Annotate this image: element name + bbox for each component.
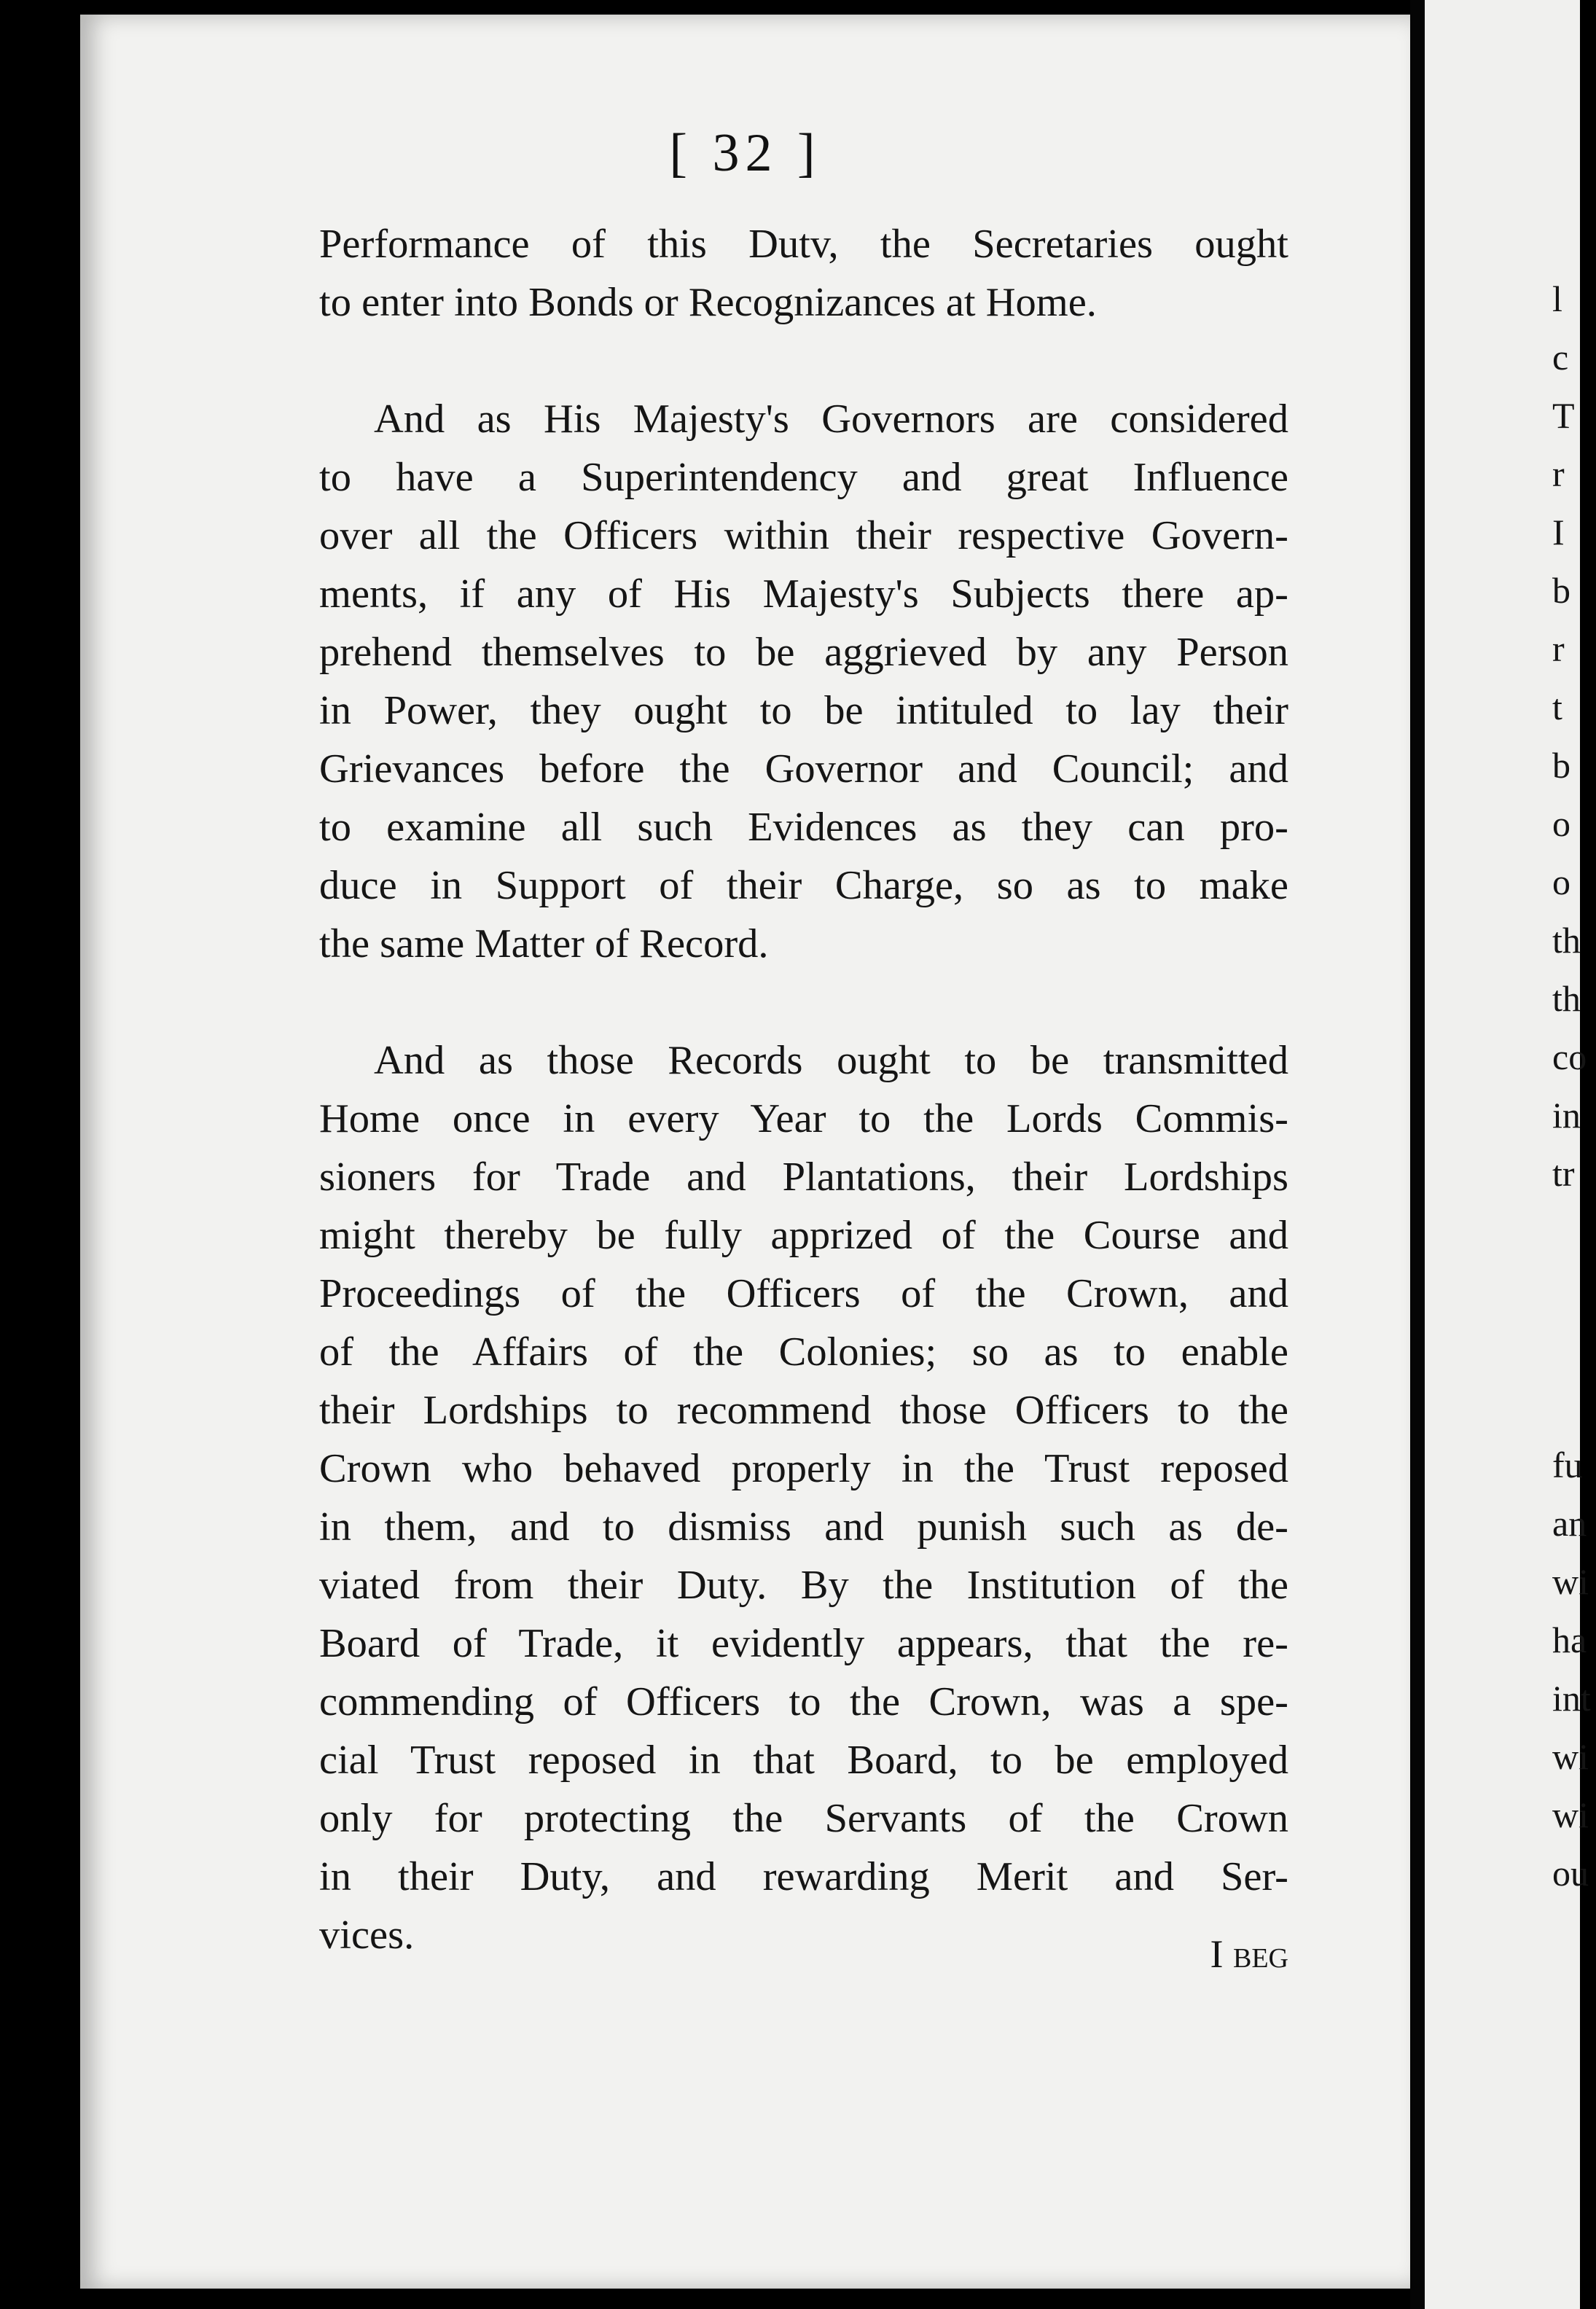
text-line: viated from their Duty. By the Institution of the <box>319 1563 1288 1608</box>
text-line: sioners for Trade and Plantations, their Lordships <box>319 1154 1288 1200</box>
facing-page-fragment: o <box>1552 862 1570 902</box>
text-line: Crown who behaved properly in the Trust reposed <box>319 1446 1288 1491</box>
facing-page-fragment: fu <box>1552 1445 1583 1485</box>
facing-page-fragment: I <box>1552 512 1565 552</box>
text-line: of the Affairs of the Colonies; so as to enable <box>319 1329 1288 1375</box>
text-line: over all the Officers within their respective Govern- <box>319 513 1288 558</box>
facing-page-fragment: wi <box>1552 1561 1589 1602</box>
text-line: in them, and to dismiss and punish such as de- <box>319 1504 1288 1550</box>
facing-page-fragment: th <box>1552 978 1581 1019</box>
facing-page-fragment: T <box>1552 395 1575 436</box>
facing-page-fragment: t <box>1552 687 1562 727</box>
facing-page-fragment: th <box>1552 920 1581 961</box>
text-line: vices. <box>319 1913 415 1958</box>
facing-page-fragment: b <box>1552 745 1570 786</box>
page-number: [ 32 ] <box>669 123 821 183</box>
text-line: And as His Majesty's Governors are considered <box>374 396 1288 442</box>
facing-page-fragment: r <box>1552 453 1565 494</box>
facing-page-fragment: wi <box>1552 1794 1589 1835</box>
facing-page-fragment: co <box>1552 1036 1587 1077</box>
facing-page-fragment: tr <box>1552 1153 1575 1194</box>
facing-page-fragment: int <box>1552 1678 1591 1719</box>
text-line: Board of Trade, it evidently appears, that the re- <box>319 1621 1288 1666</box>
text-line: might thereby be fully apprized of the Course and <box>319 1213 1288 1258</box>
facing-page-fragment: c <box>1552 337 1569 378</box>
text-line: their Lordships to recommend those Officers to the <box>319 1388 1288 1433</box>
text-line: in Power, they ought to be intituled to lay their <box>319 688 1288 733</box>
text-line: Grievances before the Governor and Council; and <box>319 746 1288 792</box>
facing-page-fragment: o <box>1552 803 1570 844</box>
text-line: And as those Records ought to be transmitted <box>374 1038 1288 1083</box>
text-line: Home once in every Year to the Lords Commis- <box>319 1096 1288 1141</box>
facing-page-fragment: in <box>1552 1095 1581 1136</box>
facing-page-fragment: b <box>1552 570 1570 611</box>
facing-page-fragment: ha <box>1552 1620 1587 1660</box>
facing-page-fragment: an <box>1552 1503 1587 1544</box>
body-text <box>319 215 1288 1964</box>
book-gutter <box>1410 0 1425 2309</box>
facing-page-fragment: wi <box>1552 1736 1589 1777</box>
text-line: to enter into Bonds or Recognizances at Home. <box>319 280 1097 325</box>
text-line: Proceedings of the Officers of the Crown, and <box>319 1271 1288 1316</box>
facing-page-fragment: r <box>1552 628 1565 669</box>
text-line: to have a Superintendency and great Influence <box>319 455 1288 500</box>
text-line: the same Matter of Record. <box>319 921 769 966</box>
text-line: only for protecting the Servants of the Crown <box>319 1796 1288 1841</box>
text-line: duce in Support of their Charge, so as to make <box>319 863 1288 908</box>
text-line: ments, if any of His Majesty's Subjects there ap- <box>319 571 1288 617</box>
text-line: in their Duty, and rewarding Merit and Ser- <box>319 1854 1288 1899</box>
facing-page-fragment: l <box>1552 278 1562 319</box>
text-line: prehend themselves to be aggrieved by any Person <box>319 630 1288 675</box>
catchword: I beg <box>1210 1932 1288 1976</box>
text-line: commending of Officers to the Crown, was a spe- <box>319 1679 1288 1724</box>
text-line: to examine all such Evidences as they can pro- <box>319 805 1288 850</box>
text-line: Performance of this Dutv, the Secretaries ought <box>319 222 1288 267</box>
facing-page-fragment: ou <box>1552 1853 1589 1894</box>
text-line: cial Trust reposed in that Board, to be employed <box>319 1738 1288 1783</box>
